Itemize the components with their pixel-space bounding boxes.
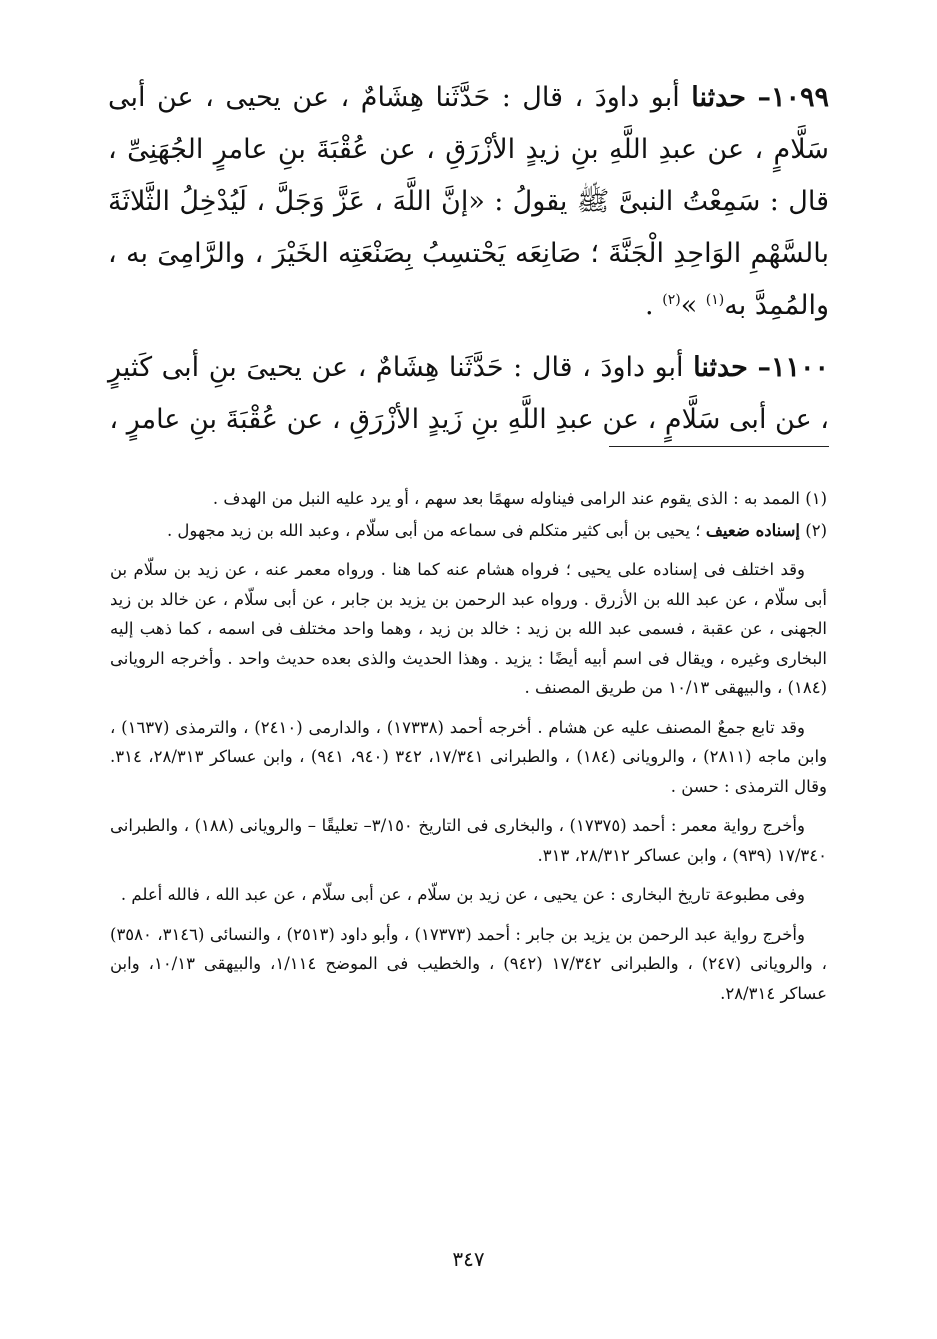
footnote-1: (١) الممد به : الذى يقوم عند الرامى فيناوله سهمًا بعد سهم ، أو يرد عليه النبل من الهدف .: [212, 489, 827, 508]
footnote-ref-1[interactable]: (١): [705, 292, 725, 308]
footnote-paragraph-4: وفى مطبوعة تاريخ البخارى : عن يحيى ، عن زيد بن سلّام ، عن أبى سلّام ، عن عبد الله ، فالله أعلم .: [120, 885, 805, 904]
footnote-2: [110, 516, 827, 546]
footnote-paragraph-1: وقد اختلف فى إسناده على يحيى ؛ فرواه هشام عنه كما هنا . ورواه معمر عنه ، عن زيد بن سلّام بن أبى سلّام ، عن عبد الله بن الأزرق . ورواه عبد الرحمن بن يزيد بن جابر ، عن أبى سلّام ، عن خالد بن زيد الجهنى ، عن عقبة ، فسمى عبد الله بن زيد : خالد بن زيد ، وهما واحد مختلف فى اسمه ، كما ذهب إليه البخارى وغيره ، ويقال فى اسم أبيه أيضًا : يزيد . وهذا الحديث والذى بعده حديث واحد . وأخرجه الرويانى (١٨٤) ، والبيهقى ١٠/١٣ من طريق المصنف .: [110, 560, 827, 697]
footnote-ref-2[interactable]: (٢): [662, 292, 681, 308]
page-number: ٣٤٧: [452, 1247, 485, 1271]
hadith-1100: [108, 342, 829, 446]
footnote-divider: [609, 446, 829, 447]
hadith-text-closing: »: [680, 290, 706, 321]
footnote-2-text: ؛ يحيى بن أبى كثير متكلم فى سماعه من أبى سلّام ، وعبد الله بن زيد مجهول .: [166, 520, 706, 540]
hadith-narration-keyword: حدثنا: [691, 82, 746, 113]
footnote-paragraph-5: وأخرج رواية عبد الرحمن بن يزيد بن جابر : أحمد (١٧٣٧٣) ، وأبو داود (٢٥١٣) ، والنسائى (٣١٤٦، ٣٥٨٠) ، والرويانى (٢٤٧) ، والطبرانى ١٧/٣٤٢ (٩٤٢) ، والخطيب فى الموضح ١/١١٤، والبيهقى ١٠/١٣، وابن عساكر ٢٨/٣١٤.: [110, 924, 828, 1003]
hadith-text: أبو داودَ ، قال : حَدَّثَنا هِشَامٌ ، عن يحيىَ بنِ أبى كَثيرٍ ، عن أبى سَلَّامٍ ، عن عبدِ اللَّهِ بنِ زَيدٍ الأزْرَقِ ، عن عُقْبَةَ بنِ عامرٍ ،: [108, 352, 829, 435]
footnote-2-grading: إسناده ضعيف: [705, 520, 800, 540]
hadith-number: ١١٠٠–: [757, 352, 829, 383]
footnote-paragraph-2: وقد تابع جمعٌ المصنف عليه عن هشام . أخرجه أحمد (١٧٣٣٨) ، والدارمى (٢٤١٠) ، والترمذى (١٦٣٧) ، وابن ماجه (٢٨١١) ، والرويانى (١٨٤) ، والطبرانى ١٧/٣٤١، ٣٤٢ (٩٤٠، ٩٤١) ، وابن عساكر ٢٨/٣١٣، ٣١٤. وقال الترمذى : حسن .: [110, 717, 828, 796]
hadith-1099: [108, 72, 829, 332]
footnote-2-label: (٢): [800, 520, 827, 540]
hadith-narration-keyword: حدثنا: [693, 352, 748, 383]
hadith-number: ١٠٩٩–: [757, 82, 829, 113]
footnote-paragraph-3: وأخرج رواية معمر : أحمد (١٧٣٧٥) ، والبخارى فى التاريخ ٣/١٥٠– تعليقًا – والرويانى (١٨٨) ، والطبرانى ١٧/٣٤٠ (٩٣٩) ، وابن عساكر ٢٨/٣١٢، ٣١٣.: [110, 816, 827, 865]
hadith-text: أبو داودَ ، قال : حَدَّثَنا هِشَامٌ ، عن يحيى ، عن أبى سَلَّامٍ ، عن عبدِ اللَّهِ بنِ زيدٍ الأزْرَقِ ، عن عُقْبَةَ بنِ عامرٍ الجُهَنِىِّ ، قال : سَمِعْتُ النبىَّ ﷺ يقولُ : «إنَّ اللَّهَ ، عَزَّ وَجَلَّ ، لَيُدْخِلُ الثَّلاثَةَ بالسَّهْمِ الوَاحِدِ الْجَنَّةَ ؛ صَانِعَه يَحْتسِبُ بِصَنْعَتِه الخَيْرَ ، والرَّامِىَ به ، والمُمِدَّ به: [108, 82, 830, 321]
hadith-text-end: .: [645, 290, 663, 321]
main-text: [108, 72, 829, 456]
footnotes: [110, 484, 827, 1018]
